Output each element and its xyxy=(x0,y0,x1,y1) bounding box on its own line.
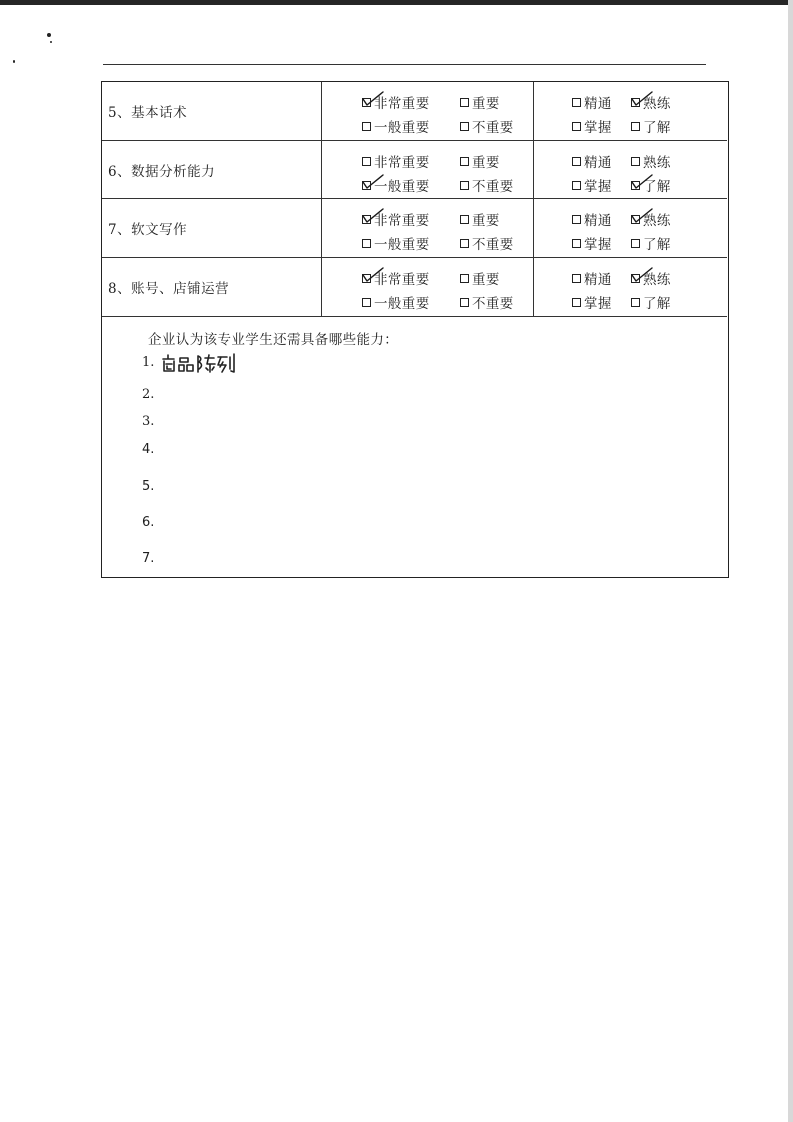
table-row xyxy=(102,141,727,199)
checkbox-label: 掌握 xyxy=(584,120,612,136)
importance-cell xyxy=(322,141,534,198)
checkbox-option[interactable] xyxy=(362,209,430,229)
checkbox-label: 不重要 xyxy=(472,237,514,253)
checkbox-label: 熟练 xyxy=(643,155,671,171)
scan-top-edge xyxy=(0,0,793,5)
checkbox-label: 非常重要 xyxy=(374,155,430,171)
checkbox-option[interactable] xyxy=(460,209,500,229)
importance-cell xyxy=(322,82,534,140)
checkbox-label: 一般重要 xyxy=(374,296,430,312)
checkbox-icon[interactable] xyxy=(460,181,469,190)
scan-speck xyxy=(50,41,52,43)
checkbox-icon[interactable] xyxy=(572,157,581,166)
checkbox-icon[interactable] xyxy=(460,274,469,283)
checkbox-label: 掌握 xyxy=(584,296,612,312)
checkbox-icon[interactable] xyxy=(362,274,371,283)
checkbox-option[interactable] xyxy=(572,175,612,195)
checkbox-option[interactable] xyxy=(460,233,514,253)
checkbox-label: 掌握 xyxy=(584,237,612,253)
checkbox-option[interactable] xyxy=(572,209,612,229)
checkbox-label: 一般重要 xyxy=(374,120,430,136)
checkbox-option[interactable] xyxy=(362,175,430,195)
checkbox-option[interactable] xyxy=(460,116,514,136)
checkbox-label: 了解 xyxy=(643,120,671,136)
checkbox-option[interactable] xyxy=(572,233,612,253)
checkbox-label: 掌握 xyxy=(584,179,612,195)
checkbox-option[interactable] xyxy=(362,292,430,312)
checkbox-icon[interactable] xyxy=(631,239,640,248)
checkbox-label: 熟练 xyxy=(643,213,671,229)
checkbox-label: 重要 xyxy=(472,272,500,288)
checkbox-icon[interactable] xyxy=(631,98,640,107)
ability-name: 8、账号、店铺运营 xyxy=(102,258,322,316)
checkbox-label: 不重要 xyxy=(472,296,514,312)
checkbox-icon[interactable] xyxy=(572,215,581,224)
checkbox-icon[interactable] xyxy=(362,98,371,107)
survey-table xyxy=(101,81,729,578)
importance-cell xyxy=(322,199,534,257)
importance-cell xyxy=(322,258,534,316)
checkbox-label: 了解 xyxy=(643,296,671,312)
checkbox-label: 熟练 xyxy=(643,96,671,112)
scan-right-edge xyxy=(788,0,793,1122)
checkbox-option[interactable] xyxy=(362,116,430,136)
checkbox-label: 非常重要 xyxy=(374,213,430,229)
checkbox-icon[interactable] xyxy=(572,298,581,307)
answer-number: 1. xyxy=(142,355,155,370)
checkbox-label: 不重要 xyxy=(472,120,514,136)
ability-name: 5、基本话术 xyxy=(102,82,322,140)
table-row xyxy=(102,258,727,317)
checkbox-icon[interactable] xyxy=(572,181,581,190)
checkbox-option[interactable] xyxy=(572,116,612,136)
header-rule xyxy=(103,64,706,65)
mastery-cell xyxy=(534,82,727,140)
checkbox-icon[interactable] xyxy=(631,181,640,190)
checkbox-option[interactable] xyxy=(460,151,500,171)
answer-number: 4. xyxy=(142,442,155,457)
checkbox-option[interactable] xyxy=(460,268,500,288)
checkbox-option[interactable] xyxy=(572,292,612,312)
checkbox-option[interactable] xyxy=(362,233,430,253)
checkbox-icon[interactable] xyxy=(460,298,469,307)
answer-number: 5. xyxy=(142,479,155,494)
checkbox-icon[interactable] xyxy=(362,215,371,224)
checkbox-label: 非常重要 xyxy=(374,96,430,112)
table-row xyxy=(102,82,727,141)
checkbox-label: 重要 xyxy=(472,96,500,112)
checkbox-icon[interactable] xyxy=(362,157,371,166)
checkbox-label: 精通 xyxy=(584,155,612,171)
checkbox-option[interactable] xyxy=(572,92,612,112)
checkbox-label: 熟练 xyxy=(643,272,671,288)
checkbox-icon[interactable] xyxy=(631,274,640,283)
answer-number: 3. xyxy=(142,414,155,429)
checkbox-option[interactable] xyxy=(631,268,671,288)
mastery-cell xyxy=(534,258,727,316)
checkbox-icon[interactable] xyxy=(460,215,469,224)
checkbox-label: 精通 xyxy=(584,213,612,229)
checkbox-icon[interactable] xyxy=(572,98,581,107)
additional-abilities-section xyxy=(102,317,727,577)
checkbox-option[interactable] xyxy=(631,92,671,112)
checkbox-icon[interactable] xyxy=(460,239,469,248)
checkbox-option[interactable] xyxy=(362,151,430,171)
checkbox-icon[interactable] xyxy=(572,122,581,131)
checkbox-option[interactable] xyxy=(631,116,671,136)
checkbox-option[interactable] xyxy=(460,92,500,112)
checkbox-option[interactable] xyxy=(631,233,671,253)
handwritten-answer xyxy=(160,351,240,375)
checkbox-icon[interactable] xyxy=(460,98,469,107)
checkbox-label: 重要 xyxy=(472,213,500,229)
abilities-question: 企业认为该专业学生还需具备哪些能力： xyxy=(148,332,399,348)
checkbox-icon[interactable] xyxy=(362,239,371,248)
checkbox-icon[interactable] xyxy=(631,298,640,307)
mastery-cell xyxy=(534,199,727,257)
checkbox-option[interactable] xyxy=(631,209,671,229)
answer-number: 7. xyxy=(142,551,155,566)
checkbox-option[interactable] xyxy=(362,92,430,112)
checkbox-option[interactable] xyxy=(631,151,671,171)
checkbox-icon[interactable] xyxy=(362,181,371,190)
checkbox-icon[interactable] xyxy=(362,122,371,131)
answer-number: 6. xyxy=(142,515,155,530)
checkbox-label: 精通 xyxy=(584,96,612,112)
answer-number: 2. xyxy=(142,387,155,402)
checkbox-option[interactable] xyxy=(631,292,671,312)
checkbox-icon[interactable] xyxy=(572,274,581,283)
scan-speck xyxy=(47,33,51,37)
checkbox-label: 一般重要 xyxy=(374,237,430,253)
checkbox-label: 了解 xyxy=(643,179,671,195)
checkbox-option[interactable] xyxy=(460,292,514,312)
checkbox-icon[interactable] xyxy=(631,122,640,131)
checkbox-option[interactable] xyxy=(572,268,612,288)
checkbox-icon[interactable] xyxy=(631,157,640,166)
checkbox-icon[interactable] xyxy=(631,215,640,224)
checkbox-icon[interactable] xyxy=(362,298,371,307)
checkbox-icon[interactable] xyxy=(460,157,469,166)
checkbox-label: 了解 xyxy=(643,237,671,253)
checkbox-option[interactable] xyxy=(362,268,430,288)
scan-speck xyxy=(13,60,15,63)
table-row xyxy=(102,199,727,258)
checkbox-label: 不重要 xyxy=(472,179,514,195)
checkbox-label: 一般重要 xyxy=(374,179,430,195)
checkbox-icon[interactable] xyxy=(460,122,469,131)
mastery-cell xyxy=(534,141,727,198)
checkbox-label: 精通 xyxy=(584,272,612,288)
checkbox-label: 非常重要 xyxy=(374,272,430,288)
ability-name: 7、软文写作 xyxy=(102,199,322,257)
checkbox-option[interactable] xyxy=(572,151,612,171)
checkbox-label: 重要 xyxy=(472,155,500,171)
checkbox-icon[interactable] xyxy=(572,239,581,248)
ability-name: 6、数据分析能力 xyxy=(102,141,322,198)
checkbox-option[interactable] xyxy=(460,175,514,195)
checkbox-option[interactable] xyxy=(631,175,671,195)
